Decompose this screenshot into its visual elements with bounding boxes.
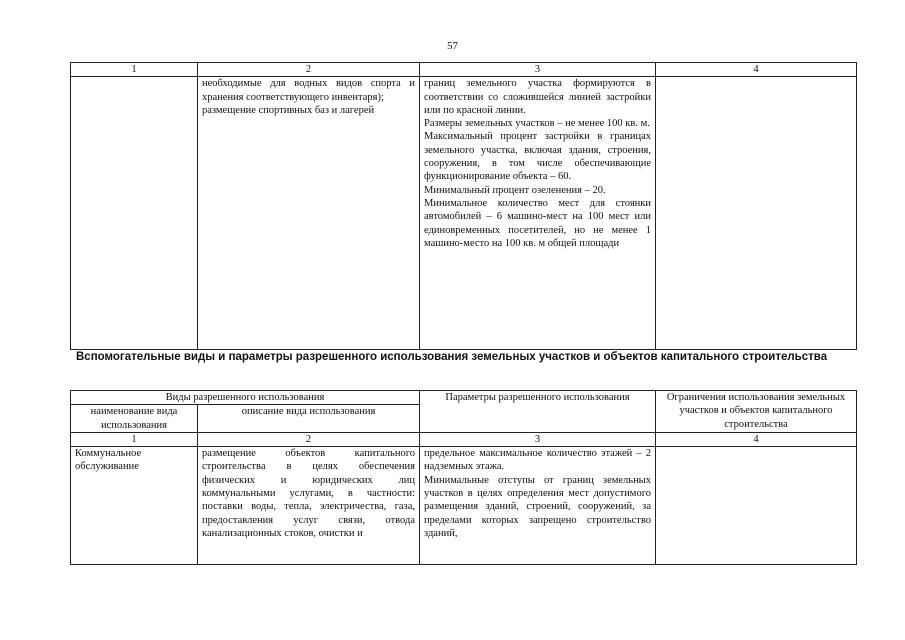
- auxiliary-usage-table: [70, 390, 857, 565]
- restrictions-cell: [656, 447, 857, 565]
- usage-description-cell: [198, 77, 420, 350]
- description-paragraph: размещение спортивных баз и лагерей: [202, 104, 375, 116]
- column-number-row: [71, 63, 857, 77]
- parameter-paragraph: предельное максимальное количество этажей – 2 надземных этажа.: [424, 448, 651, 473]
- column-number-2: 2: [198, 63, 420, 77]
- parameters-header: Параметры разрешенного использования: [420, 391, 656, 433]
- column-number-1: 1: [71, 63, 198, 77]
- parameters-cell: [420, 77, 656, 350]
- page-number: 57: [447, 40, 458, 52]
- restrictions-cell: [656, 77, 857, 350]
- parameters-cell: [420, 447, 656, 565]
- header-row: [71, 391, 857, 405]
- parameter-paragraph: Минимальный процент озеленения – 20.: [424, 184, 606, 196]
- continuation-table: [70, 62, 857, 350]
- table-row: [71, 447, 857, 565]
- restrictions-header: Ограничения использования земельных участков и объектов капитального строительства: [656, 391, 857, 433]
- parameter-paragraph: Максимальный процент застройки в границах земельного участка, включая здания, строения, сооружения, в том числе обеспечивающие функционирование объекта – 60.: [424, 131, 651, 183]
- usage-description-cell: размещение объектов капитального строительства в целях обеспечения физических и юридических лиц коммунальными услугами, в частности: поставки воды, тепла, электричества, газа, предоставления услуг связи, отвода канализационных стоков, очистки и: [198, 447, 420, 565]
- description-paragraph: необходимые для водных видов спорта и хранения соответствующего инвентаря);: [202, 78, 415, 103]
- usage-description-header: описание вида использования: [198, 405, 420, 433]
- parameter-paragraph: Минимальные отступы от границ земельных участков в целях определения мест допустимого размещения зданий, строений, сооружений, за пределами которых запрещено строительство зданий,: [424, 474, 651, 539]
- section-heading: Вспомогательные виды и параметры разрешенного использования земельных участков и объектов капитального строительства: [76, 351, 828, 363]
- parameter-paragraph: Минимальное количество мест для стоянки автомобилей – 6 машино-мест на 100 мест или единовременных посетителей, но не менее 1 машино-место на 100 кв. м общей площади: [424, 197, 651, 249]
- usage-name-cell: Коммунальное обслуживание: [71, 447, 198, 565]
- parameter-paragraph: Размеры земельных участков – не менее 100 кв. м.: [424, 118, 650, 130]
- column-number-4: 4: [656, 432, 857, 446]
- column-number-row: [71, 432, 857, 446]
- column-number-2: 2: [198, 432, 420, 446]
- table-row: [71, 77, 857, 350]
- usage-types-header: Виды разрешенного использования: [71, 391, 420, 405]
- usage-name-cell: [71, 77, 198, 350]
- usage-name-header: наименование вида использования: [71, 405, 198, 433]
- column-number-3: 3: [420, 63, 656, 77]
- parameter-paragraph: границ земельного участка формируются в соответствии со сложившейся линией застройки или по красной линии.: [424, 78, 651, 116]
- column-number-3: 3: [420, 432, 656, 446]
- column-number-4: 4: [656, 63, 857, 77]
- column-number-1: 1: [71, 432, 198, 446]
